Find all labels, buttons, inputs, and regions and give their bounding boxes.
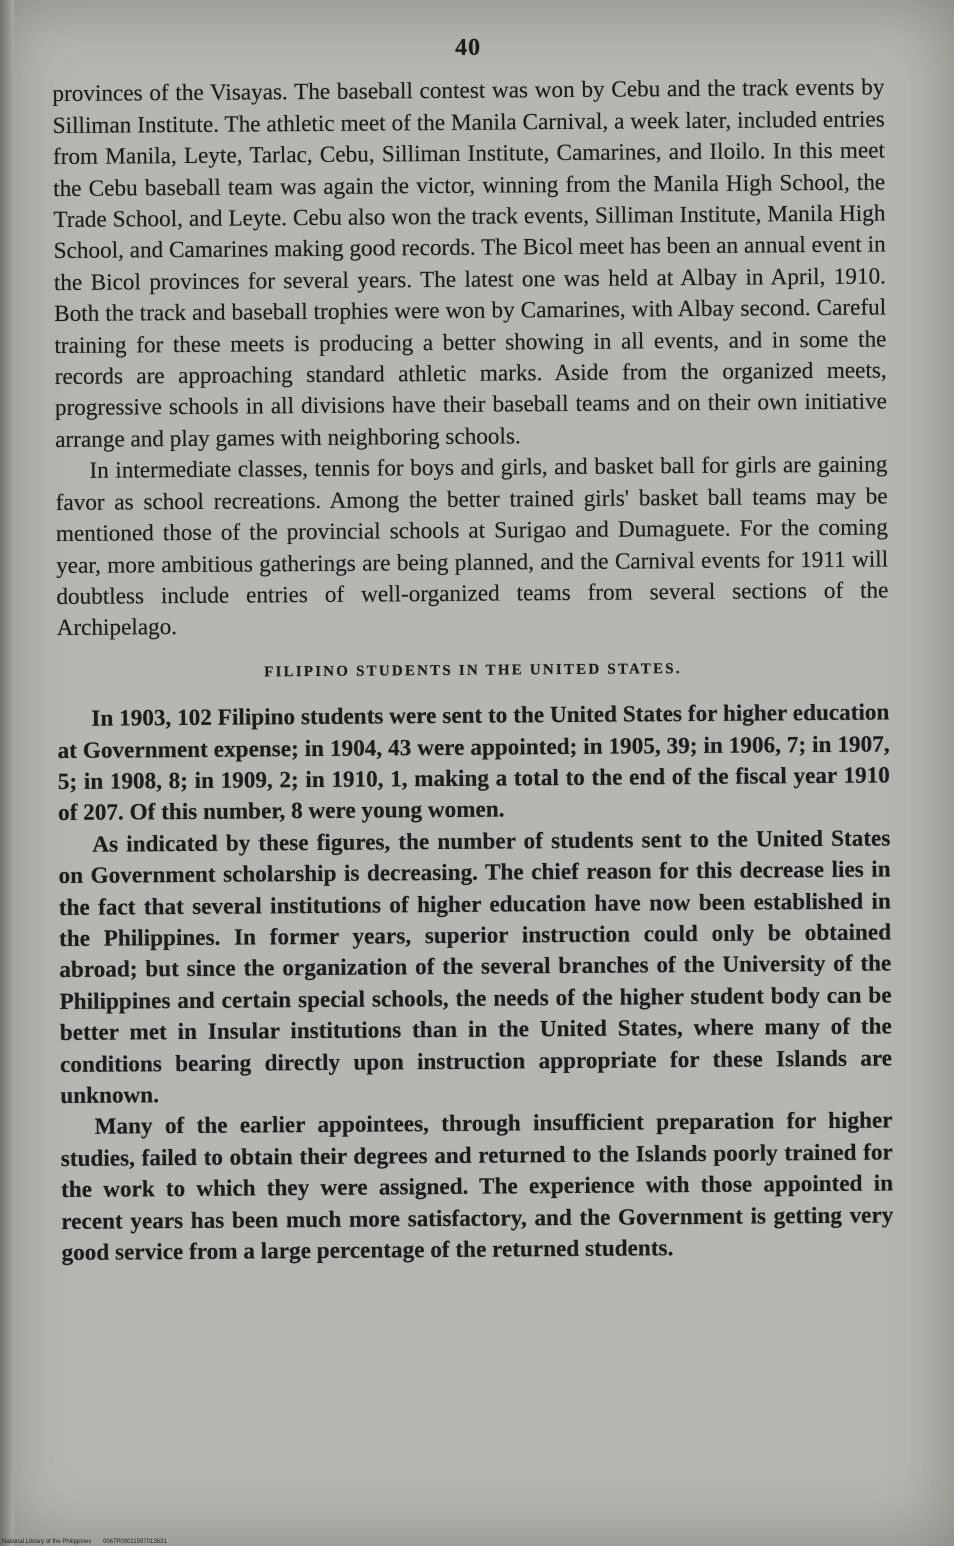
footer-identifier: 0067P00011597013631 bbox=[103, 1539, 167, 1545]
paragraph-intermediate-classes: In intermediate classes, tennis for boys and girls, and basket ball for girls are gaining favor as school recreations. Among the better trained girls' basket ball teams may be mentioned those of the provincial schools at Surigao and Dumaguete. For the coming year, more ambitious gatherings are being planned, and the Carnival events for 1911 will doubtless include entries of well-organized teams from several sections of the Archipelago. bbox=[55, 451, 889, 642]
paragraph-earlier-appointees: Many of the earlier appointees, through insufficient preparation for higher studies, failed to obtain their degrees and returned to the Islands poorly trained for the work to which they were assigned. The experience with those appointed in recent years has been much more satisfactory, and the Government is getting very good service from a large percentage of the returned students. bbox=[60, 1107, 894, 1266]
page-text-block bbox=[52, 29, 894, 1269]
page-spine-shadow bbox=[0, 0, 14, 1546]
section-filipino-students bbox=[57, 698, 893, 1270]
paragraph-student-counts: In 1903, 102 Filipino students were sent to the United States for higher education at Government expense; in 1904, 43 were appointed; in 1905, 39; in 1906, 7; in 1907, 5; in 1908, 8; in 1909, 2; in 1910, 1, making a total to the end of the fiscal year 1910 of 207. Of this number, 8 were young women. bbox=[57, 699, 890, 827]
paragraph-scholarship-decrease: As indicated by these figures, the number of students sent to the United States on Government scholarship is decreasing. The chief reason for this decrease lies in the fact that several institutions of higher education have now been established in the Philippines. In former years, superior instruction could only be obtained abroad; but since the organization of the several branches of the University of the Philippines and certain special schools, the needs of the higher student body can be better met in Insular institutions than in the United States, where many of the conditions bearing directly upon instruction appropriate for these Islands are unknown. bbox=[58, 825, 893, 1109]
paragraph-athletic-meets: provinces of the Visayas. The baseball contest was won by Cebu and the track events by Silliman Institute. The athletic meet of the Manila Carnival, a week later, included entries from Manila, Leyte, Tarlac, Cebu, Silliman Institute, Camarines, and Iloilo. In this meet the Cebu baseball team was again the victor, winning from the Manila High School, the Trade School, and Leyte. Cebu also won the track events, Silliman Institute, Manila High School, and Camarines making good records. The Bicol meet has been an annual event in the Bicol provinces for several years. The latest one was held at Albay in April, 1910. Both the track and baseball trophies were won by Camarines, with Albay second. Careful training for these meets is producing a better showing in all events, and in some the records are approaching standard athletic marks. Aside from the organized meets, progressive schools in all divisions have their baseball teams and on their own initiative arrange and play games with neighboring schools. bbox=[52, 74, 888, 453]
page-number: 40 bbox=[455, 34, 482, 61]
footer-institution: National Library of the Philippines bbox=[2, 1539, 92, 1545]
scan-footer bbox=[2, 1539, 167, 1545]
section-heading: FILIPINO STUDENTS IN THE UNITED STATES. bbox=[264, 660, 682, 681]
